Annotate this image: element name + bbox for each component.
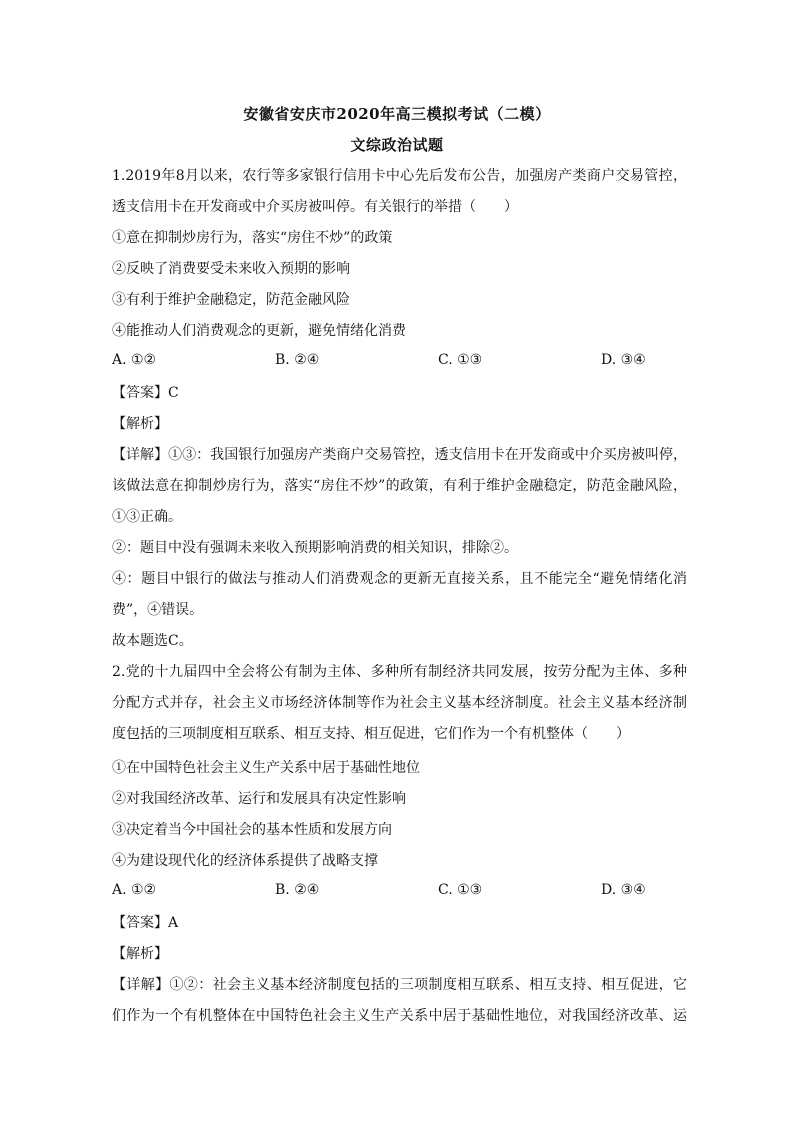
q1-detail-line-5: ④：题目中银行的做法与推动人们消费观念的更新无直接关系，且不能完全“避免情绪化消 (112, 571, 687, 587)
q1-stem-line-2: 透支信用卡在开发商或中介买房被叫停。有关银行的举措（ ） (112, 199, 518, 215)
q1-item-3: ③有利于维护金融稳定，防范金融风险 (112, 292, 350, 308)
q1-option-d: D. ③④ (601, 352, 646, 368)
q1-detail-line-1: 【详解】①③：我国银行加强房产类商户交易管控，透支信用卡在开发商或中介买房被叫停， (112, 447, 687, 463)
q1-detail-line-4: ②：题目中没有强调未来收入预期影响消费的相关知识，排除②。 (112, 540, 518, 556)
q2-item-1: ①在中国特色社会主义生产关系中居于基础性地位 (112, 760, 420, 776)
q2-item-4: ④为建设现代化的经济体系提供了战略支撑 (112, 853, 378, 869)
q1-analysis-label: 【解析】 (112, 416, 168, 432)
q2-option-a: A. ①② (112, 882, 157, 898)
q2-item-3: ③决定着当今中国社会的基本性质和发展方向 (112, 822, 392, 838)
q1-detail-line-2: 该做法意在抑制炒房行为，落实“房住不炒”的政策，有利于维护金融稳定，防范金融风险， (112, 478, 687, 494)
q1-answer: 【答案】C (112, 385, 179, 401)
q2-stem-line-2: 分配方式并存，社会主义市场经济体制等作为社会主义基本经济制度。社会主义基本经济制 (112, 695, 687, 711)
q1-conclusion: 故本题选C。 (112, 633, 193, 649)
q2-answer: 【答案】A (112, 915, 179, 931)
q1-detail-line-3: ①③正确。 (112, 509, 182, 525)
q2-stem-line-1: 2.党的十九届四中全会将公有制为主体、多种所有制经济共同发展，按劳分配为主体、多种 (112, 664, 687, 680)
q2-options (112, 882, 687, 902)
q2-option-d: D. ③④ (601, 882, 646, 898)
q2-option-b: B. ②④ (275, 882, 320, 898)
q2-analysis-label: 【解析】 (112, 946, 168, 962)
q1-option-b: B. ②④ (275, 352, 320, 368)
q1-stem-line-1: 1.2019年8月以来，农行等多家银行信用卡中心先后发布公告，加强房产类商户交易管控， (112, 168, 687, 184)
q1-option-c: C. ①③ (438, 352, 483, 368)
q2-item-2: ②对我国经济改革、运行和发展具有决定性影响 (112, 791, 406, 807)
q1-item-1: ①意在抑制炒房行为，落实“房住不炒”的政策 (112, 230, 393, 246)
document-subtitle: 文综政治试题 (350, 136, 444, 154)
q2-option-c: C. ①③ (438, 882, 483, 898)
document-title: 安徽省安庆市2020年高三模拟考试（二模） (243, 105, 551, 123)
q1-options (112, 352, 687, 372)
q1-item-2: ②反映了消费要受未来收入预期的影响 (112, 261, 350, 277)
q2-detail-line-2: 们作为一个有机整体在中国特色社会主义生产关系中居于基础性地位，对我国经济改革、运 (112, 1008, 687, 1024)
q2-detail-line-1: 【详解】①②：社会主义基本经济制度包括的三项制度相互联系、相互支持、相互促进，它 (112, 977, 687, 993)
q1-option-a: A. ①② (112, 352, 157, 368)
q1-detail-line-6: 费”，④错误。 (112, 602, 204, 618)
q2-stem-line-3: 度包括的三项制度相互联系、相互支持、相互促进，它们作为一个有机整体（ ） (112, 726, 630, 742)
q1-item-4: ④能推动人们消费观念的更新，避免情绪化消费 (112, 323, 406, 339)
